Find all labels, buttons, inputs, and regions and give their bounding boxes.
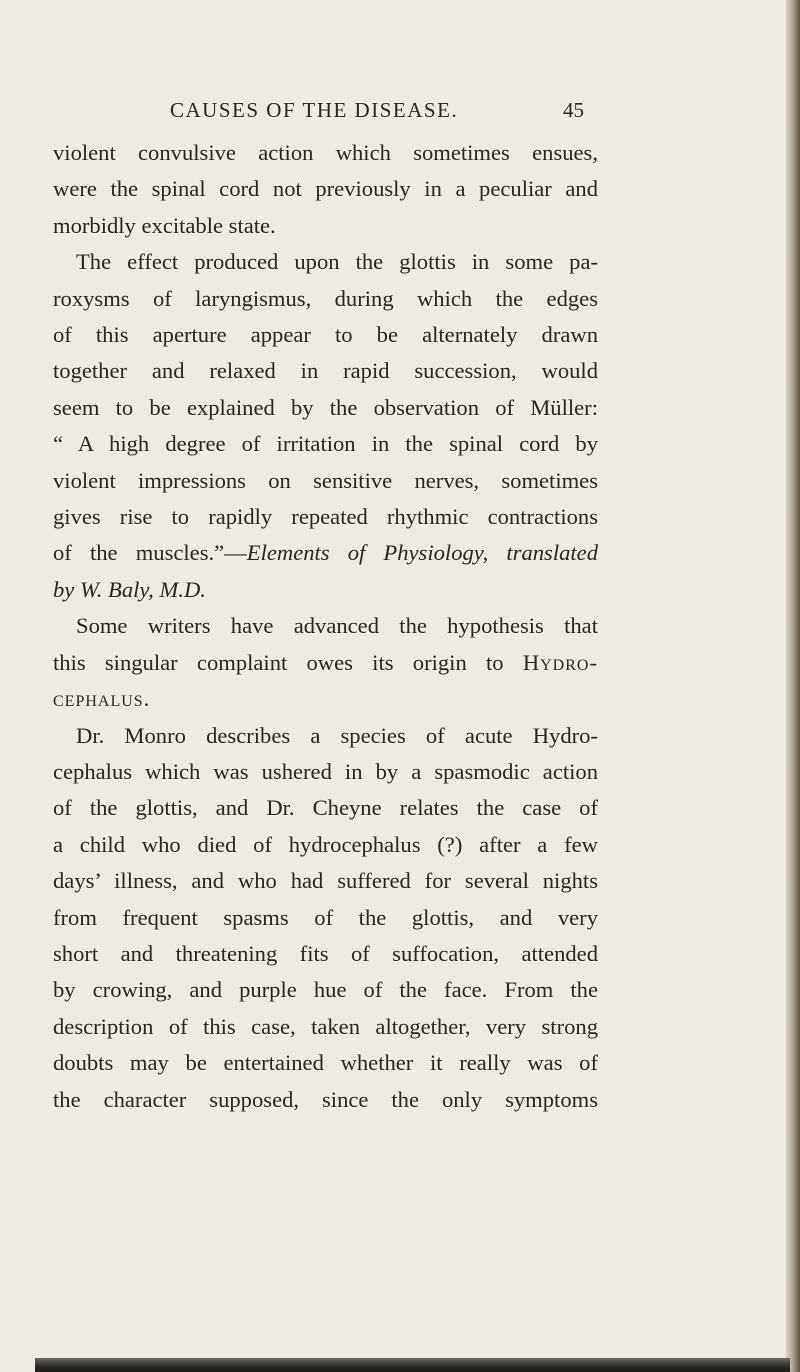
text-line: gives rise to rapidly repeated rhythmic contractions <box>53 504 598 530</box>
text-line <box>53 535 598 571</box>
text-line: morbidly excitable state. <box>53 212 276 238</box>
body-text <box>53 135 598 1118</box>
text-line <box>53 572 598 608</box>
text-segment: this singular complaint owes its origin to <box>53 649 504 675</box>
text-line: of the glottis, and Dr. Cheyne relates the case of <box>53 795 598 821</box>
text-line: cephalus. <box>53 686 151 712</box>
page-header <box>0 98 790 128</box>
text-line: Some writers have advanced the hypothesis that <box>76 613 598 639</box>
text-line: cephalus which was ushered in by a spasmodic action <box>53 758 598 784</box>
text-line: together and relaxed in rapid succession, would <box>53 358 598 384</box>
text-line: violent convulsive action which sometimes ensues, <box>53 140 598 165</box>
text-line: description of this case, taken altogether, very strong <box>53 1013 598 1039</box>
text-line: short and threatening fits of suffocation, attended <box>53 940 598 966</box>
text-line: a child who died of hydrocephalus (?) after a few <box>53 831 598 857</box>
text-line: doubts may be entertained whether it really was of <box>53 1050 598 1076</box>
text-line: seem to be explained by the observation of Müller: <box>53 394 598 420</box>
citation-title: Elements of Physiology, translated <box>246 540 599 566</box>
text-line: were the spinal cord not previously in a peculiar and <box>53 176 598 202</box>
page-bottom-shadow <box>35 1358 790 1372</box>
text-line: The effect produced upon the glottis in some pa- <box>76 249 598 275</box>
text-line: roxysms of laryngismus, during which the edges <box>53 285 598 311</box>
small-caps-term: Hydro- <box>522 649 598 675</box>
text-line: violent impressions on sensitive nerves, sometimes <box>53 467 598 493</box>
text-line: Dr. Monro describes a species of acute Hydro- <box>76 722 598 748</box>
text-segment: of the muscles.”— <box>53 540 247 566</box>
text-line: days’ illness, and who had suffered for several nights <box>53 868 598 894</box>
text-line <box>53 645 598 681</box>
text-line: “ A high degree of irritation in the spinal cord by <box>53 431 598 457</box>
page-edge-shadow <box>786 0 800 1372</box>
text-line: of this aperture appear to be alternately drawn <box>53 322 598 348</box>
running-title: CAUSES OF THE DISEASE. <box>170 98 459 122</box>
text-line: by crowing, and purple hue of the face. From the <box>53 977 598 1003</box>
page-number: 45 <box>563 98 584 122</box>
citation-author: by W. Baly, M.D. <box>53 576 206 602</box>
text-line: from frequent spasms of the glottis, and very <box>53 904 598 930</box>
text-line: the character supposed, since the only symptoms <box>53 1086 598 1112</box>
